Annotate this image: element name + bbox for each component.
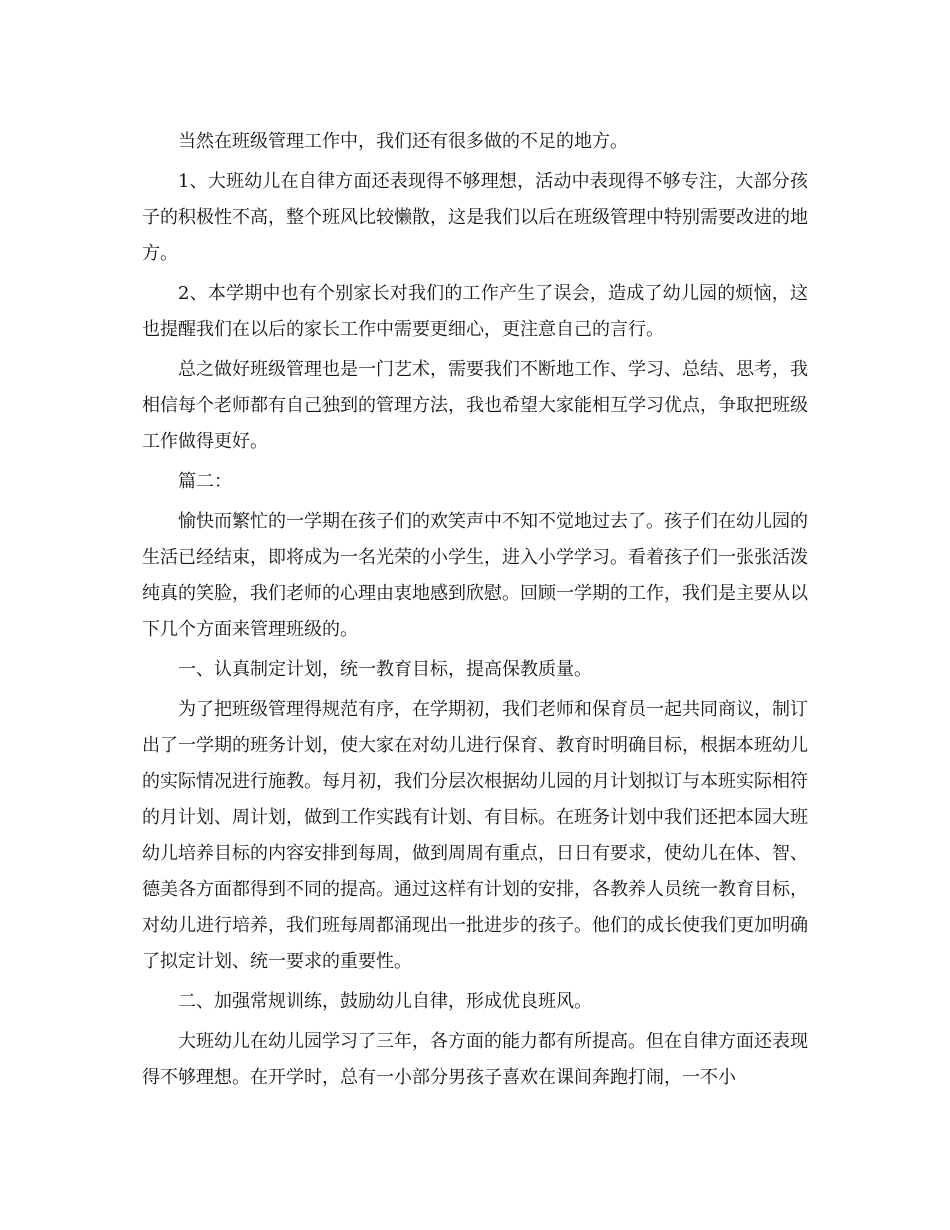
paragraph-point-1: 1、大班幼儿在自律方面还表现得不够理想，活动中表现得不够专注，大部分孩子的积极性不高，整个班风比较懒散，这是我们以后在班级管理中特别需要改进的地方。 [142, 171, 808, 264]
heading-item-one: 一、认真制定计划，统一教育目标，提高保教质量。 [178, 659, 592, 680]
paragraph-planning: 为了把班级管理得规范有序，在学期初，我们老师和保育员一起共同商议，制订出了一学期的班务计划，使大家在对幼儿进行保育、教育时明确目标，根据本班幼儿的实际情况进行施教。每月初，我们分层次根据幼儿园的月计划拟订与本班实际相符的月计划、周计划，做到工作实践有计划、有目标。在班务计划中我们还把本园大班幼儿培养目标的内容安排到每周，做到周周有重点，日日有要求，使幼儿在体、智、德美各方面都得到不同的提高。通过这样有计划的安排，各教养人员统一教育目标，对幼儿进行培养，我们班每周都涌现出一批进步的孩子。他们的成长使我们更加明确了拟定计划、统一要求的重要性。 [142, 699, 808, 972]
paragraph-routine-training: 大班幼儿在幼儿园学习了三年，各方面的能力都有所提高。但在自律方面还表现得不够理想。在开学时，总有一小部分男孩子喜欢在课间奔跑打闹，一不小 [142, 1031, 808, 1088]
paragraph-point-2: 2、本学期中也有个别家长对我们的工作产生了误会，造成了幼儿园的烦恼，这也提醒我们在以后的家长工作中需要更细心，更注意自己的言行。 [142, 283, 808, 340]
heading-item-two: 二、加强常规训练，鼓励幼儿自律，形成优良班风。 [178, 991, 592, 1012]
paragraph-semester-intro: 愉快而繁忙的一学期在孩子们的欢笑声中不知不觉地过去了。孩子们在幼儿园的生活已经结束，即将成为一名光荣的小学生，进入小学学习。看着孩子们一张张活泼纯真的笑脸，我们老师的心理由衷地感到欣慰。回顾一学期的工作，我们是主要从以下几个方面来管理班级的。 [142, 511, 808, 640]
document-body [142, 124, 808, 1100]
paragraph-conclusion: 总之做好班级管理也是一门艺术，需要我们不断地工作、学习、总结、思考，我相信每个老师都有自己独到的管理方法，我也希望大家能相互学习优点，争取把班级工作做得更好。 [142, 359, 808, 452]
section-heading-part-two: 篇二： [178, 471, 232, 492]
paragraph-shortcomings-intro: 当然在班级管理工作中，我们还有很多做的不足的地方。 [178, 131, 628, 152]
